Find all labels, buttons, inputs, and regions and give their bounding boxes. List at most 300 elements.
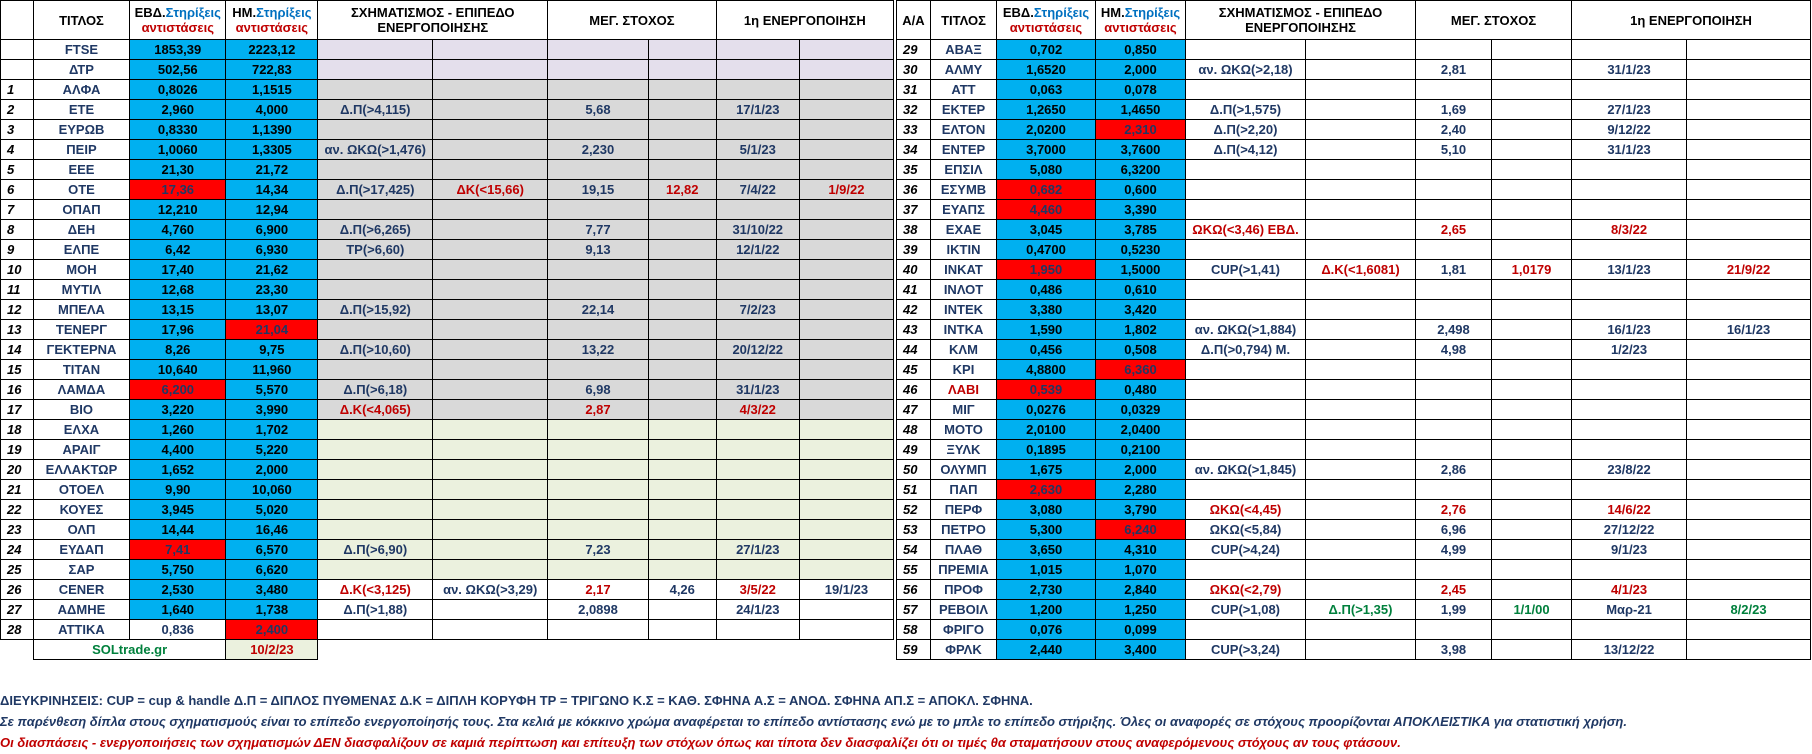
activation-secondary bbox=[1687, 400, 1811, 420]
weekly-value: 3,380 bbox=[997, 300, 1096, 320]
weekly-value: 0,063 bbox=[997, 80, 1096, 100]
ticker: ΕΛΠΕ bbox=[33, 240, 129, 260]
pattern-secondary bbox=[1306, 40, 1416, 60]
ticker: ΓΕΚΤΕΡΝΑ bbox=[33, 340, 129, 360]
activation-secondary bbox=[799, 520, 893, 540]
target-secondary bbox=[1492, 120, 1572, 140]
target-primary bbox=[1416, 200, 1492, 220]
activation-primary: 4/3/22 bbox=[716, 400, 799, 420]
row-number: 19 bbox=[1, 440, 34, 460]
target-primary bbox=[1416, 440, 1492, 460]
target-primary: 19,15 bbox=[548, 180, 649, 200]
activation-primary bbox=[716, 460, 799, 480]
activation-primary bbox=[716, 560, 799, 580]
weekly-value: 17,36 bbox=[130, 180, 226, 200]
activation-secondary bbox=[1687, 540, 1811, 560]
ticker: ΕΥΔΑΠ bbox=[33, 540, 129, 560]
pattern-primary: Δ.Π(>10,60) bbox=[318, 340, 433, 360]
ticker: ΕΕΕ bbox=[33, 160, 129, 180]
ticker: ΦΡΛΚ bbox=[931, 640, 997, 660]
daily-value: 2,000 bbox=[226, 460, 318, 480]
notes-explanation: Σε παρένθεση δίπλα στους σχηματισμούς είναι το επίπεδο ενεργοποίησής τους. Στα κελιά με κόκκινο χρώμα αναφέρεται το επίπεδο αντίστασης ενώ με το μπλε το επίπεδο στήριξης. Όλες οι αναφορές σε στόχους προορίζονται ΑΠΟΚΛΕΙΣΤΙΚΑ για στατιστική χρήση. bbox=[0, 714, 1627, 729]
target-secondary bbox=[1492, 340, 1572, 360]
table-row bbox=[897, 280, 1811, 300]
daily-value: 6,620 bbox=[226, 560, 318, 580]
pattern-secondary bbox=[433, 240, 548, 260]
target-secondary bbox=[1492, 40, 1572, 60]
col-header-activation: 1η ΕΝΕΡΓΟΠΟΙΗΣΗ bbox=[716, 1, 893, 40]
pattern-secondary bbox=[433, 560, 548, 580]
pattern-secondary bbox=[433, 40, 548, 60]
target-primary bbox=[548, 560, 649, 580]
daily-value: 0,0329 bbox=[1096, 400, 1186, 420]
table-row bbox=[1, 180, 894, 200]
pattern-secondary bbox=[433, 420, 548, 440]
activation-secondary bbox=[799, 200, 893, 220]
table-row bbox=[1, 200, 894, 220]
target-primary: 1,99 bbox=[1416, 600, 1492, 620]
table-row bbox=[897, 300, 1811, 320]
row-number: 11 bbox=[1, 280, 34, 300]
daily-value: 2,310 bbox=[1096, 120, 1186, 140]
notes-disclaimer: Οι διασπάσεις - ενεργοποιήσεις των σχηματισμών ΔΕΝ διασφαλίζουν σε καμιά περίπτωση και επίτευξη των στόχων όπως και τίποτα δεν διασφαλίζει ότι οι τιμές θα σταματήσουν στους αναφερόμενους στόχους αν τους φτάσουν. bbox=[0, 735, 1401, 750]
daily-value: 0,099 bbox=[1096, 620, 1186, 640]
target-primary bbox=[1416, 160, 1492, 180]
activation-secondary bbox=[799, 120, 893, 140]
activation-primary: 5/1/23 bbox=[716, 140, 799, 160]
activation-primary: 31/1/23 bbox=[1572, 60, 1687, 80]
row-number: 14 bbox=[1, 340, 34, 360]
header-row bbox=[897, 1, 1811, 40]
table-row bbox=[897, 500, 1811, 520]
ticker: ΕΛΧΑ bbox=[33, 420, 129, 440]
table-row bbox=[897, 140, 1811, 160]
pattern-secondary bbox=[1306, 100, 1416, 120]
activation-secondary bbox=[799, 280, 893, 300]
pattern-primary: Δ.Π(>4,12) bbox=[1186, 140, 1306, 160]
weekly-value: 5,080 bbox=[997, 160, 1096, 180]
activation-secondary bbox=[799, 340, 893, 360]
row-number: 52 bbox=[897, 500, 931, 520]
pattern-secondary bbox=[1306, 480, 1416, 500]
activation-primary: 9/1/23 bbox=[1572, 540, 1687, 560]
ticker: ΠΡΟΦ bbox=[931, 580, 997, 600]
target-primary bbox=[1416, 400, 1492, 420]
col-header-aa: Α/Α bbox=[897, 1, 931, 40]
pattern-secondary bbox=[1306, 380, 1416, 400]
weekly-value: 1853,39 bbox=[130, 40, 226, 60]
target-secondary bbox=[1492, 480, 1572, 500]
daily-value: 2,000 bbox=[1096, 460, 1186, 480]
pattern-primary bbox=[318, 620, 433, 640]
pattern-primary: Δ.Π(>1,575) bbox=[1186, 100, 1306, 120]
daily-value: 13,07 bbox=[226, 300, 318, 320]
table-row bbox=[1, 60, 894, 80]
daily-value: 1,3305 bbox=[226, 140, 318, 160]
pattern-secondary bbox=[1306, 220, 1416, 240]
weekly-value: 0,486 bbox=[997, 280, 1096, 300]
pattern-secondary bbox=[1306, 520, 1416, 540]
table-row bbox=[897, 320, 1811, 340]
activation-secondary bbox=[1687, 380, 1811, 400]
table-row bbox=[897, 480, 1811, 500]
target-primary: 6,96 bbox=[1416, 520, 1492, 540]
activation-secondary: 21/9/22 bbox=[1687, 260, 1811, 280]
weekly-value: 0,682 bbox=[997, 180, 1096, 200]
target-secondary bbox=[648, 40, 716, 60]
daily-value: 0,600 bbox=[1096, 180, 1186, 200]
pattern-primary bbox=[318, 440, 433, 460]
ticker: ΠΕΡΦ bbox=[931, 500, 997, 520]
ticker: ΒΙΟ bbox=[33, 400, 129, 420]
weekly-value: 502,56 bbox=[130, 60, 226, 80]
weekly-value: 2,0200 bbox=[997, 120, 1096, 140]
pattern-primary: αν. ΩΚΩ(>1,884) bbox=[1186, 320, 1306, 340]
table-row bbox=[1, 300, 894, 320]
activation-secondary bbox=[1687, 620, 1811, 640]
activation-primary bbox=[1572, 400, 1687, 420]
target-primary: 1,69 bbox=[1416, 100, 1492, 120]
activation-primary: 13/12/22 bbox=[1572, 640, 1687, 660]
row-number: 51 bbox=[897, 480, 931, 500]
row-number: 28 bbox=[1, 620, 34, 640]
daily-value: 3,420 bbox=[1096, 300, 1186, 320]
target-secondary bbox=[648, 620, 716, 640]
table-row bbox=[897, 400, 1811, 420]
activation-primary bbox=[1572, 620, 1687, 640]
row-number: 25 bbox=[1, 560, 34, 580]
daily-value: 5,220 bbox=[226, 440, 318, 460]
target-secondary bbox=[1492, 140, 1572, 160]
activation-secondary bbox=[799, 540, 893, 560]
pattern-primary bbox=[1186, 400, 1306, 420]
right-stock-table bbox=[896, 0, 1811, 660]
activation-primary bbox=[716, 420, 799, 440]
report-date: 10/2/23 bbox=[226, 640, 318, 660]
target-primary: 2,65 bbox=[1416, 220, 1492, 240]
table-row bbox=[897, 420, 1811, 440]
table-row bbox=[897, 260, 1811, 280]
weekly-value: 10,640 bbox=[130, 360, 226, 380]
table-row bbox=[1, 480, 894, 500]
daily-value: 1,738 bbox=[226, 600, 318, 620]
weekly-value: 4,400 bbox=[130, 440, 226, 460]
table-row bbox=[1, 260, 894, 280]
target-primary bbox=[1416, 620, 1492, 640]
target-primary bbox=[548, 40, 649, 60]
row-number: 8 bbox=[1, 220, 34, 240]
row-number: 53 bbox=[897, 520, 931, 540]
pattern-secondary bbox=[433, 260, 548, 280]
target-primary bbox=[548, 500, 649, 520]
activation-primary bbox=[1572, 200, 1687, 220]
pattern-primary bbox=[1186, 620, 1306, 640]
ticker: ΙΝΛΟΤ bbox=[931, 280, 997, 300]
activation-secondary bbox=[799, 420, 893, 440]
table-row bbox=[1, 600, 894, 620]
pattern-secondary bbox=[433, 220, 548, 240]
footer-blank bbox=[318, 640, 894, 660]
activation-primary bbox=[1572, 560, 1687, 580]
target-primary bbox=[1416, 240, 1492, 260]
pattern-secondary bbox=[433, 280, 548, 300]
activation-primary bbox=[1572, 440, 1687, 460]
target-primary: 2,230 bbox=[548, 140, 649, 160]
table-row bbox=[1, 440, 894, 460]
col-header-weekly: ΕΒΔ.Στηρίξεις αντιστάσεις bbox=[130, 1, 226, 40]
table-row bbox=[897, 520, 1811, 540]
table-row bbox=[1, 620, 894, 640]
daily-value: 16,46 bbox=[226, 520, 318, 540]
activation-secondary bbox=[799, 300, 893, 320]
table-row bbox=[897, 380, 1811, 400]
pattern-primary: Δ.Κ(<3,125) bbox=[318, 580, 433, 600]
table-row bbox=[897, 340, 1811, 360]
pattern-secondary bbox=[433, 340, 548, 360]
daily-value: 1,250 bbox=[1096, 600, 1186, 620]
target-secondary bbox=[648, 320, 716, 340]
table-row bbox=[1, 40, 894, 60]
pattern-primary: Δ.Π(>6,18) bbox=[318, 380, 433, 400]
pattern-primary: ΩΚΩ(<2,79) bbox=[1186, 580, 1306, 600]
col-header-title: ΤΙΤΛΟΣ bbox=[33, 1, 129, 40]
pattern-primary: αν. ΩΚΩ(>1,845) bbox=[1186, 460, 1306, 480]
activation-primary bbox=[716, 480, 799, 500]
activation-secondary: 19/1/23 bbox=[799, 580, 893, 600]
ticker: ΞΥΛΚ bbox=[931, 440, 997, 460]
ticker: ΕΝΤΕΡ bbox=[931, 140, 997, 160]
target-secondary bbox=[1492, 80, 1572, 100]
daily-value: 6,3200 bbox=[1096, 160, 1186, 180]
target-secondary bbox=[1492, 380, 1572, 400]
activation-secondary bbox=[1687, 340, 1811, 360]
pattern-secondary bbox=[1306, 500, 1416, 520]
weekly-value: 1,590 bbox=[997, 320, 1096, 340]
target-primary: 2,0898 bbox=[548, 600, 649, 620]
target-primary: 9,13 bbox=[548, 240, 649, 260]
pattern-primary: ΩΚΩ(<4,45) bbox=[1186, 500, 1306, 520]
row-number: 21 bbox=[1, 480, 34, 500]
ticker: ΜΥΤΙΛ bbox=[33, 280, 129, 300]
activation-secondary bbox=[1687, 480, 1811, 500]
table-row bbox=[1, 320, 894, 340]
row-number: 20 bbox=[1, 460, 34, 480]
row-number: 41 bbox=[897, 280, 931, 300]
row-number: 44 bbox=[897, 340, 931, 360]
table-row bbox=[897, 360, 1811, 380]
row-number: 5 bbox=[1, 160, 34, 180]
activation-primary: 20/12/22 bbox=[716, 340, 799, 360]
ticker: ΔΤΡ bbox=[33, 60, 129, 80]
weekly-value: 7,41 bbox=[130, 540, 226, 560]
target-secondary: 1/1/00 bbox=[1492, 600, 1572, 620]
activation-secondary bbox=[1687, 40, 1811, 60]
activation-primary: 27/1/23 bbox=[1572, 100, 1687, 120]
daily-value: 6,240 bbox=[1096, 520, 1186, 540]
pattern-secondary bbox=[433, 600, 548, 620]
pattern-secondary bbox=[1306, 400, 1416, 420]
daily-value: 0,508 bbox=[1096, 340, 1186, 360]
row-number: 55 bbox=[897, 560, 931, 580]
activation-secondary bbox=[799, 220, 893, 240]
target-secondary bbox=[1492, 400, 1572, 420]
target-primary bbox=[548, 280, 649, 300]
pattern-primary: ΩΚΩ(<3,46) ΕΒΔ. bbox=[1186, 220, 1306, 240]
activation-primary: 23/8/22 bbox=[1572, 460, 1687, 480]
target-primary: 2,87 bbox=[548, 400, 649, 420]
table-row bbox=[1, 540, 894, 560]
target-primary bbox=[1416, 420, 1492, 440]
target-secondary bbox=[1492, 640, 1572, 660]
activation-secondary bbox=[1687, 360, 1811, 380]
ticker: ΑΔΜΗΕ bbox=[33, 600, 129, 620]
weekly-value: 0,4700 bbox=[997, 240, 1096, 260]
pattern-secondary bbox=[1306, 420, 1416, 440]
col-header-daily: ΗΜ.Στηρίξεις αντιστάσεις bbox=[226, 1, 318, 40]
activation-primary bbox=[1572, 240, 1687, 260]
activation-secondary bbox=[1687, 60, 1811, 80]
row-number: 35 bbox=[897, 160, 931, 180]
activation-secondary bbox=[1687, 500, 1811, 520]
pattern-primary: CUP(>1,08) bbox=[1186, 600, 1306, 620]
target-primary: 13,22 bbox=[548, 340, 649, 360]
pattern-secondary bbox=[433, 300, 548, 320]
pattern-secondary bbox=[1306, 360, 1416, 380]
daily-value: 6,360 bbox=[1096, 360, 1186, 380]
pattern-primary: Δ.Π(>0,794) Μ. bbox=[1186, 340, 1306, 360]
target-primary: 4,99 bbox=[1416, 540, 1492, 560]
row-number: 33 bbox=[897, 120, 931, 140]
row-number: 3 bbox=[1, 120, 34, 140]
daily-value: 3,990 bbox=[226, 400, 318, 420]
ticker: ΟΤΟΕΛ bbox=[33, 480, 129, 500]
activation-secondary bbox=[799, 380, 893, 400]
weekly-value: 0,456 bbox=[997, 340, 1096, 360]
site-name: SOLtrade.gr bbox=[33, 640, 226, 660]
table-row bbox=[897, 180, 1811, 200]
pattern-primary: Δ.Π(>15,92) bbox=[318, 300, 433, 320]
row-number: 48 bbox=[897, 420, 931, 440]
row-number: 24 bbox=[1, 540, 34, 560]
activation-primary bbox=[1572, 160, 1687, 180]
activation-secondary bbox=[799, 80, 893, 100]
ticker: ΕΤΕ bbox=[33, 100, 129, 120]
target-primary bbox=[548, 480, 649, 500]
weekly-value: 1,640 bbox=[130, 600, 226, 620]
ticker: ΜΙΓ bbox=[931, 400, 997, 420]
weekly-value: 17,96 bbox=[130, 320, 226, 340]
pattern-primary: Δ.Κ(<4,065) bbox=[318, 400, 433, 420]
pattern-primary bbox=[318, 260, 433, 280]
pattern-secondary bbox=[1306, 540, 1416, 560]
pattern-primary bbox=[318, 280, 433, 300]
target-primary: 6,98 bbox=[548, 380, 649, 400]
ticker: ΑΤΤ bbox=[931, 80, 997, 100]
daily-value: 21,72 bbox=[226, 160, 318, 180]
ticker: ΤΕΝΕΡΓ bbox=[33, 320, 129, 340]
weekly-value: 1,652 bbox=[130, 460, 226, 480]
pattern-secondary bbox=[1306, 200, 1416, 220]
header-row bbox=[1, 1, 894, 40]
weekly-value: 0,076 bbox=[997, 620, 1096, 640]
activation-primary: 31/10/22 bbox=[716, 220, 799, 240]
activation-primary: 17/1/23 bbox=[716, 100, 799, 120]
target-secondary bbox=[648, 100, 716, 120]
activation-secondary bbox=[799, 560, 893, 580]
target-secondary: 1,0179 bbox=[1492, 260, 1572, 280]
activation-primary: 4/1/23 bbox=[1572, 580, 1687, 600]
activation-secondary bbox=[799, 260, 893, 280]
row-number: 10 bbox=[1, 260, 34, 280]
target-primary bbox=[1416, 480, 1492, 500]
target-secondary bbox=[1492, 160, 1572, 180]
daily-value: 722,83 bbox=[226, 60, 318, 80]
activation-secondary: 1/9/22 bbox=[799, 180, 893, 200]
activation-primary bbox=[1572, 180, 1687, 200]
ticker: ΟΛΥΜΠ bbox=[931, 460, 997, 480]
weekly-value: 0,702 bbox=[997, 40, 1096, 60]
row-number: 49 bbox=[897, 440, 931, 460]
row-number: 13 bbox=[1, 320, 34, 340]
pattern-secondary bbox=[433, 520, 548, 540]
row-number: 34 bbox=[897, 140, 931, 160]
target-primary: 5,68 bbox=[548, 100, 649, 120]
pattern-primary bbox=[318, 460, 433, 480]
activation-secondary bbox=[1687, 180, 1811, 200]
ticker: ΠΡΕΜΙΑ bbox=[931, 560, 997, 580]
target-secondary bbox=[648, 540, 716, 560]
table-row bbox=[897, 460, 1811, 480]
daily-value: 1,802 bbox=[1096, 320, 1186, 340]
row-number: 27 bbox=[1, 600, 34, 620]
target-primary bbox=[1416, 280, 1492, 300]
weekly-value: 21,30 bbox=[130, 160, 226, 180]
daily-value: 23,30 bbox=[226, 280, 318, 300]
table-row bbox=[897, 540, 1811, 560]
target-secondary bbox=[1492, 580, 1572, 600]
row-number: 58 bbox=[897, 620, 931, 640]
row-number: 7 bbox=[1, 200, 34, 220]
activation-primary bbox=[1572, 40, 1687, 60]
pattern-primary bbox=[1186, 200, 1306, 220]
target-secondary bbox=[648, 60, 716, 80]
target-primary: 2,40 bbox=[1416, 120, 1492, 140]
ticker: ΑΒΑΞ bbox=[931, 40, 997, 60]
target-secondary bbox=[1492, 100, 1572, 120]
target-primary bbox=[548, 620, 649, 640]
target-secondary bbox=[1492, 320, 1572, 340]
activation-secondary bbox=[799, 460, 893, 480]
pattern-secondary bbox=[433, 200, 548, 220]
activation-secondary bbox=[1687, 300, 1811, 320]
weekly-value: 2,630 bbox=[997, 480, 1096, 500]
table-row bbox=[1, 360, 894, 380]
col-header-target: ΜΕΓ. ΣΤΟΧΟΣ bbox=[548, 1, 717, 40]
weekly-value: 4,760 bbox=[130, 220, 226, 240]
ticker: ΚΡΙ bbox=[931, 360, 997, 380]
pattern-primary bbox=[1186, 40, 1306, 60]
target-primary: 5,10 bbox=[1416, 140, 1492, 160]
target-primary: 2,81 bbox=[1416, 60, 1492, 80]
ticker: ΚΛΜ bbox=[931, 340, 997, 360]
target-secondary bbox=[648, 260, 716, 280]
pattern-secondary bbox=[1306, 560, 1416, 580]
daily-value: 1,5000 bbox=[1096, 260, 1186, 280]
activation-secondary bbox=[799, 480, 893, 500]
pattern-secondary bbox=[433, 100, 548, 120]
weekly-value: 1,0060 bbox=[130, 140, 226, 160]
activation-primary bbox=[1572, 380, 1687, 400]
